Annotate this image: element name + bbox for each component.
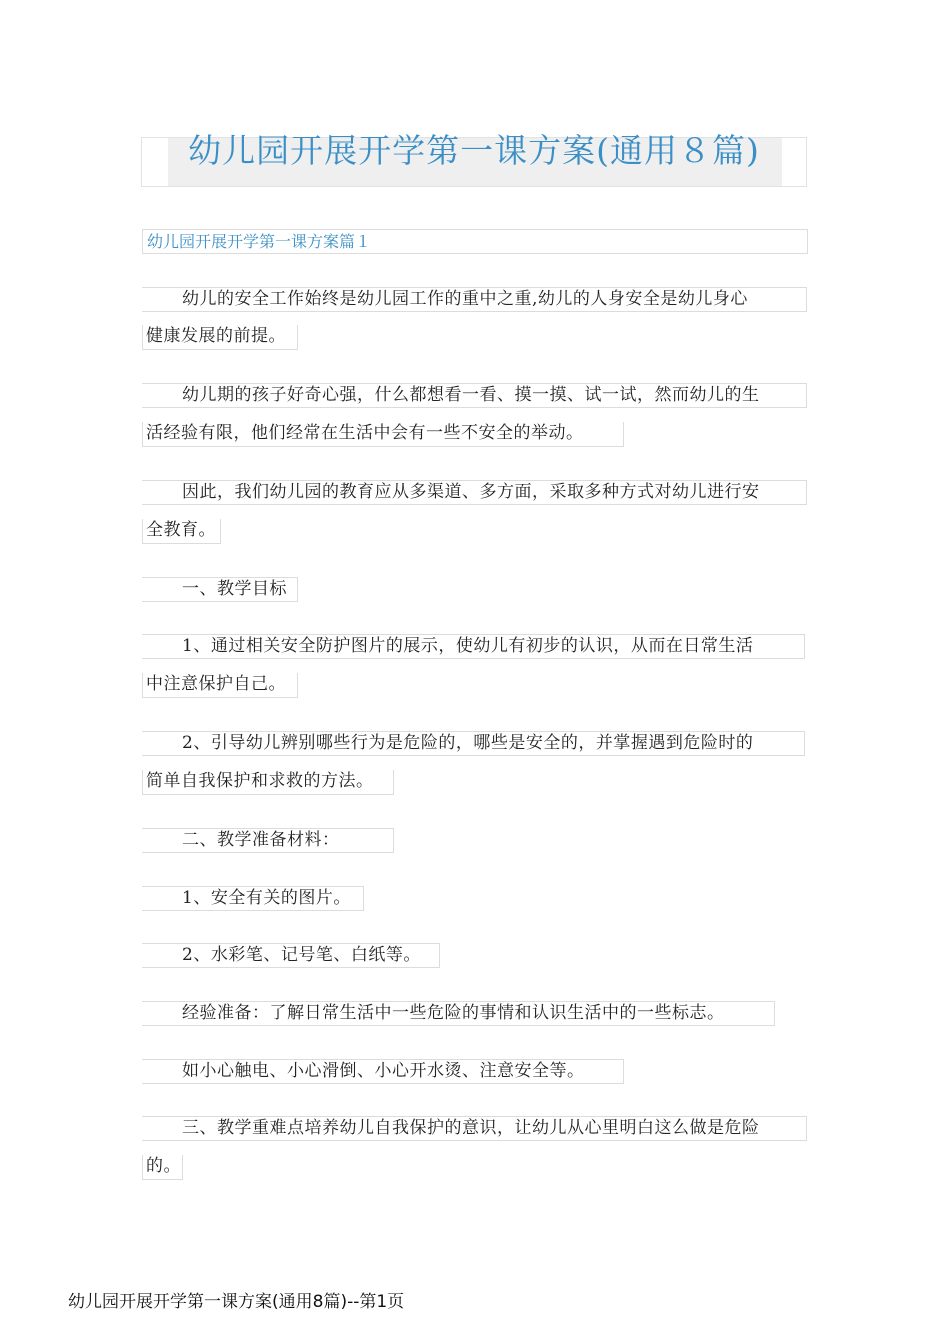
page-footer: 幼儿园开展开学第一课方案(通用8篇)--第1页 bbox=[68, 1292, 405, 1312]
paragraph-line: 中注意保护自己。 bbox=[142, 673, 298, 698]
paragraph-line: 健康发展的前提。 bbox=[142, 325, 298, 350]
document-title: 幼儿园开展开学第一课方案(通用８篇) bbox=[188, 131, 760, 170]
paragraph-line: 因此，我们幼儿园的教育应从多渠道、多方面，采取多种方式对幼儿进行安 bbox=[142, 480, 807, 505]
paragraph-line: 2、水彩笔、记号笔、白纸等。 bbox=[142, 943, 440, 968]
paragraph-line: 经验准备：了解日常生活中一些危险的事情和认识生活中的一些标志。 bbox=[142, 1001, 775, 1026]
paragraph-line: 三、教学重难点培养幼儿自我保护的意识，让幼儿从心里明白这么做是危险 bbox=[142, 1116, 807, 1141]
paragraph-line: 简单自我保护和求救的方法。 bbox=[142, 770, 394, 795]
paragraph-line: 2、引导幼儿辨别哪些行为是危险的，哪些是安全的，并掌握遇到危险时的 bbox=[142, 731, 805, 756]
paragraph-line: 1、通过相关安全防护图片的展示，使幼儿有初步的认识，从而在日常生活 bbox=[142, 634, 805, 659]
paragraph-line: 幼儿的安全工作始终是幼儿园工作的重中之重,幼儿的人身安全是幼儿身心 bbox=[142, 287, 807, 312]
paragraph-line: 的。 bbox=[142, 1155, 183, 1180]
section-heading: 幼儿园开展开学第一课方案篇１ bbox=[142, 229, 808, 254]
paragraph-line: 1、安全有关的图片。 bbox=[142, 886, 364, 911]
section-title-line: 一、教学目标 bbox=[142, 577, 298, 602]
paragraph-line: 全教育。 bbox=[142, 519, 221, 544]
paragraph-line: 如小心触电、小心滑倒、小心开水烫、注意安全等。 bbox=[142, 1059, 624, 1084]
paragraph-line: 活经验有限，他们经常在生活中会有一些不安全的举动。 bbox=[142, 422, 624, 447]
paragraph-line: 幼儿期的孩子好奇心强，什么都想看一看、摸一摸、试一试，然而幼儿的生 bbox=[142, 383, 807, 408]
section-title-line: 二、教学准备材料： bbox=[142, 828, 394, 853]
